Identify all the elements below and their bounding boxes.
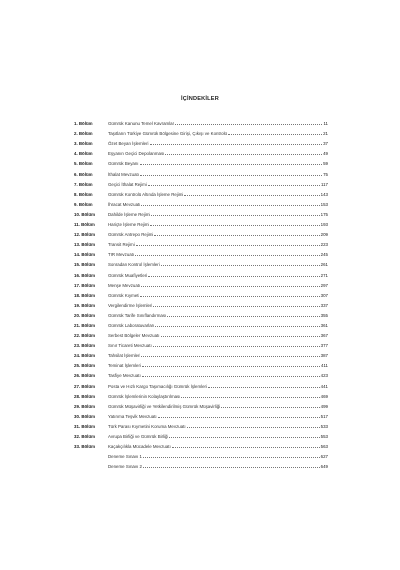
dot-leader (148, 275, 319, 277)
chapter-title: İthalat Mevzuatı (108, 171, 139, 177)
table-of-contents (74, 116, 328, 469)
chapter-title: Sınır Ticareti Mevzuatı (108, 343, 152, 349)
toc-entry (74, 409, 328, 419)
page-number: 469 (320, 393, 328, 399)
dot-leader (175, 123, 322, 125)
dot-leader (142, 375, 320, 377)
dot-leader (151, 214, 319, 216)
toc-entry (74, 429, 328, 439)
chapter-number: 7. Bölüm (74, 181, 93, 187)
chapter-title: Gümrük Muafiyetleri (108, 272, 148, 278)
page-number: 75 (323, 171, 328, 177)
chapter-number: 9. Bölüm (74, 201, 93, 207)
toc-entry (74, 449, 328, 459)
chapter-number: 29. Bölüm (74, 403, 95, 409)
toc-entry (74, 207, 328, 217)
chapter-number: 32. Bölüm (74, 434, 95, 439)
dot-leader (181, 396, 319, 398)
chapter-number: 17. Bölüm (74, 282, 95, 288)
dot-leader (154, 234, 319, 236)
chapter-number: 25. Bölüm (74, 363, 95, 369)
chapter-title: Deneme Sınavı 2 (108, 464, 142, 470)
page-number: 21 (323, 131, 328, 137)
chapter-number: 21. Bölüm (74, 322, 95, 328)
chapter-title: Taşıtların Türkiye Gümrük Bölgesine Girişi, Çıkışı ve Kontrolü (108, 131, 227, 137)
chapter-title: Vergilendirme İşlemleri (108, 302, 153, 308)
chapter-number: 11. Bölüm (74, 222, 95, 228)
chapter-number: 5. Bölüm (74, 161, 93, 167)
dot-leader (158, 416, 320, 418)
toc-entry (74, 267, 328, 277)
page-number: 367 (320, 333, 328, 339)
toc-entry (74, 257, 328, 267)
dot-leader (184, 194, 319, 196)
page-number: 143 (320, 191, 328, 197)
dot-leader (153, 305, 319, 307)
chapter-number: 28. Bölüm (74, 393, 95, 399)
chapter-number: 20. Bölüm (74, 312, 95, 318)
chapter-number: 31. Bölüm (74, 423, 95, 429)
toc-entry (74, 328, 328, 338)
toc-entry (74, 288, 328, 298)
chapter-number: 22. Bölüm (74, 333, 95, 339)
toc-entry (74, 217, 328, 227)
page-number: 223 (320, 242, 328, 248)
chapter-title: Gümrük İşlemlerinin Kolaylaştırılması (108, 393, 181, 399)
chapter-title: Tahsilat İşlemleri (108, 353, 141, 359)
chapter-title: Gümrük Tarife Sınıflandırması (108, 312, 167, 318)
chapter-number: 33. Bölüm (74, 444, 95, 450)
chapter-number: 16. Bölüm (74, 272, 95, 278)
chapter-title: Gümrük Kanunu Temel Kavramlar (108, 121, 175, 127)
toc-entry (74, 136, 328, 146)
page-number: 337 (320, 302, 328, 308)
page-number: 649 (320, 464, 328, 470)
dot-leader (140, 295, 319, 297)
page-number: 423 (320, 373, 328, 379)
chapter-title: Avrupa Birliği ve Gümrük Birliği (108, 434, 169, 439)
page-title: İÇİNDEKİLER (181, 96, 219, 102)
dot-leader (221, 406, 319, 408)
page-number: 209 (320, 232, 328, 238)
toc-entry (74, 146, 328, 156)
chapter-number: 4. Bölüm (74, 151, 93, 157)
chapter-title: Kaçakçılıkla Mücadele Mevzuatı (108, 444, 171, 450)
chapter-number: 3. Bölüm (74, 141, 93, 147)
toc-entry (74, 318, 328, 328)
chapter-number: 27. Bölüm (74, 383, 95, 389)
page-number: 11 (323, 121, 328, 127)
toc-entry (74, 177, 328, 187)
toc-entry (74, 399, 328, 409)
chapter-title: Sonradan Kontrol İşlemleri (108, 262, 160, 268)
page-number: 117 (321, 181, 328, 187)
chapter-title: Teminat İşlemleri (108, 363, 141, 369)
page-number: 517 (320, 413, 328, 419)
chapter-number: 6. Bölüm (74, 171, 93, 177)
dot-leader (136, 244, 320, 246)
dot-leader (143, 456, 320, 458)
toc-entry (74, 459, 328, 469)
chapter-title: İhracat Mevzuatı (108, 201, 141, 207)
toc-entry (74, 439, 328, 449)
dot-leader (172, 446, 320, 448)
page-number: 377 (320, 343, 328, 349)
dot-leader (140, 163, 323, 165)
toc-entry (74, 308, 328, 318)
dot-leader (228, 133, 322, 135)
page-number: 261 (320, 262, 328, 268)
page-number: 193 (320, 222, 328, 228)
chapter-number: 26. Bölüm (74, 373, 95, 379)
page-number: 553 (320, 434, 328, 439)
chapter-number: 15. Bölüm (74, 262, 95, 268)
chapter-number: 2. Bölüm (74, 131, 93, 137)
dot-leader (140, 174, 322, 176)
chapter-title: Gümrük Müşavirliği ve Yetkilendirilmiş Gümrük Müşavirliği (108, 403, 221, 409)
chapter-title: Gümrük Kıymeti (108, 292, 140, 298)
chapter-number: 10. Bölüm (74, 211, 95, 217)
dot-leader (142, 365, 320, 367)
chapter-title: Gümrük Antrepo Rejimi (108, 232, 154, 238)
page-number: 361 (320, 322, 328, 328)
chapter-number: 24. Bölüm (74, 353, 95, 359)
dot-leader (148, 184, 320, 186)
chapter-title: Geçici İthalat Rejimi (108, 181, 147, 187)
chapter-title: Gümrük Kontrolü Altında İşleme Rejimi (108, 191, 184, 197)
chapter-number: 23. Bölüm (74, 343, 95, 349)
toc-entry (74, 419, 328, 429)
toc-entry (74, 358, 328, 368)
toc-entry (74, 227, 328, 237)
toc-entry (74, 348, 328, 358)
toc-entry (74, 126, 328, 136)
toc-entry (74, 156, 328, 166)
page-number: 499 (320, 403, 328, 409)
dot-leader (161, 264, 320, 266)
toc-entry (74, 116, 328, 126)
page-number: 355 (320, 312, 328, 318)
dot-leader (135, 254, 320, 256)
toc-entry (74, 389, 328, 399)
page-number: 441 (320, 383, 328, 389)
toc-entry (74, 368, 328, 378)
dot-leader (150, 224, 319, 226)
chapter-number: 12. Bölüm (74, 232, 95, 238)
chapter-title: Transit Rejimi (108, 242, 135, 248)
dot-leader (141, 285, 319, 287)
toc-entry (74, 278, 328, 288)
chapter-title: Eşyanın Geçici Depolanması (108, 151, 165, 157)
page-number: 245 (320, 252, 328, 258)
chapter-title: Özet Beyan İşlemleri (108, 141, 149, 147)
toc-entry (74, 338, 328, 348)
toc-entry (74, 197, 328, 207)
dot-leader (187, 426, 320, 428)
toc-entry (74, 237, 328, 247)
page-number: 387 (320, 353, 328, 359)
chapter-title: TIR Mevzuatı (108, 252, 135, 258)
dot-leader (153, 345, 320, 347)
page-number: 563 (320, 444, 328, 450)
page-number: 307 (320, 292, 328, 298)
dot-leader (161, 335, 320, 337)
toc-entry (74, 187, 328, 197)
toc-entry (74, 378, 328, 388)
chapter-title: Gümrük Laboratuvarları (108, 322, 155, 328)
chapter-title: Hariçte İşleme Rejimi (108, 222, 150, 228)
chapter-title: Türk Parası Kıymetini Koruma Mevzuatı (108, 423, 186, 429)
page-number: 271 (320, 272, 328, 278)
page-number: 411 (321, 363, 328, 369)
chapter-title: Gümrük Beyanı (108, 161, 139, 167)
dot-leader (167, 315, 319, 317)
chapter-number: 13. Bölüm (74, 242, 95, 248)
chapter-number: 18. Bölüm (74, 292, 95, 298)
toc-entry (74, 247, 328, 257)
dot-leader (208, 386, 320, 388)
dot-leader (169, 436, 319, 438)
page-number: 627 (320, 454, 328, 460)
chapter-title: Yatırıma Teşvik Mevzuatı (108, 413, 157, 419)
dot-leader (150, 143, 323, 145)
page-number: 153 (320, 201, 328, 207)
chapter-number: 30. Bölüm (74, 413, 95, 419)
dot-leader (165, 153, 322, 155)
dot-leader (141, 204, 319, 206)
page-number: 297 (320, 282, 328, 288)
chapter-number: 1. Bölüm (74, 121, 93, 127)
page-number: 59 (323, 161, 328, 167)
chapter-title: Tasfiye Mevzuatı (108, 373, 141, 379)
chapter-title: Deneme Sınavı 1 (108, 454, 142, 460)
chapter-title: Dahilde İşleme Rejimi (108, 211, 151, 217)
page-number: 49 (323, 151, 328, 157)
dot-leader (143, 466, 320, 468)
dot-leader (155, 325, 319, 327)
toc-entry (74, 298, 328, 308)
dot-leader (141, 355, 319, 357)
chapter-title: Posta ve Hızlı Kargo Taşımacılığı Gümrük İşlemleri (108, 383, 207, 389)
chapter-number: 8. Bölüm (74, 191, 93, 197)
chapter-number: 14. Bölüm (74, 252, 95, 258)
chapter-title: Serbest Bölgeler Mevzuatı (108, 333, 160, 339)
page-number: 37 (323, 141, 328, 147)
chapter-title: Menşe Mevzuatı (108, 282, 141, 288)
page-number: 533 (320, 423, 328, 429)
chapter-number: 19. Bölüm (74, 302, 95, 308)
page-number: 175 (320, 211, 328, 217)
toc-entry (74, 166, 328, 176)
